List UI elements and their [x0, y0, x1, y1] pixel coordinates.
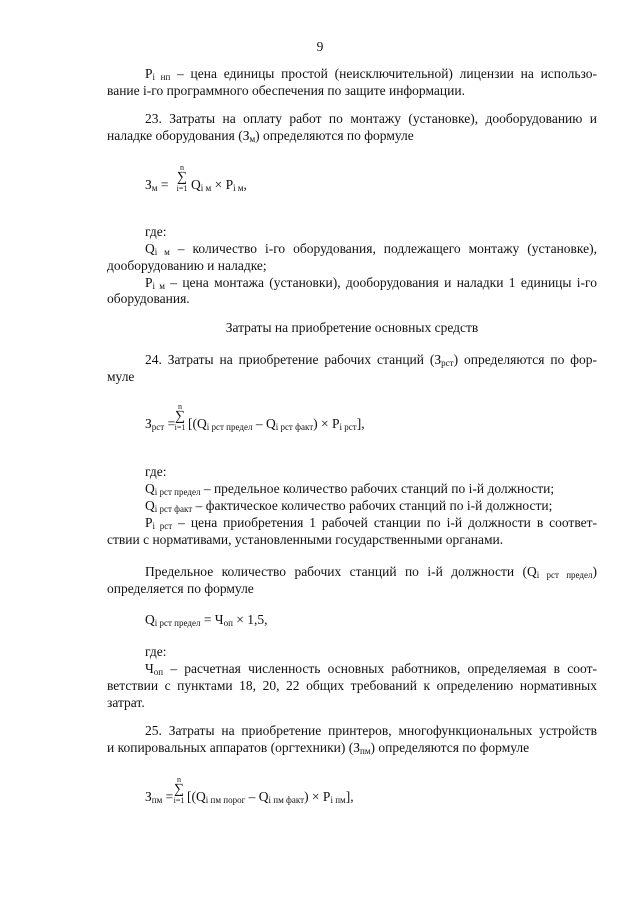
formula-lhs: $З_{пм}$ =: [145, 789, 174, 805]
page-number: 9: [316, 39, 324, 54]
where-label: где:: [145, 224, 167, 239]
text-line: $P_{i м}$ – цена монтажа (установки), дооборудования и наладки 1 единицы i-го: [145, 275, 597, 291]
formula-rhs: $Q_{i м} \times P_{i м}$,: [191, 177, 247, 193]
sum-sign: n ∑ i=1: [174, 402, 186, 432]
text-line: 23. Затраты на оплату работ по монтажу (установке), дооборудованию и: [145, 111, 597, 126]
formula-lhs: $З_{рст}$ =: [145, 416, 176, 432]
text-line: оборудования.: [107, 291, 190, 306]
where-label: где:: [145, 644, 167, 659]
text-line: $Q_{i м}$ – количество i-го оборудования, подлежащего монтажу (установке),: [145, 241, 597, 257]
text-line: наладке оборудования $(З_м)$ определяются по формуле: [107, 128, 414, 144]
formula-lhs: $З_м$ =: [145, 177, 169, 193]
text-line: 25. Затраты на приобретение принтеров, многофункциональных устройств: [145, 723, 597, 738]
text-line: дооборудованию и наладке;: [107, 258, 267, 273]
formula-rhs: $[(Q_{i рст предел} - Q_{i рст факт}) \times P_{i рст}]$,: [188, 416, 365, 432]
sum-sign: n ∑ i=1: [176, 163, 188, 193]
text-line: ветствии с пунктами 18, 20, 22 общих требований к определению нормативных: [107, 678, 597, 693]
sum-sign: n ∑ i=1: [173, 775, 185, 805]
text-line: ствии с нормативами, установленными государственными органами.: [107, 532, 504, 547]
text-line: муле: [107, 369, 135, 384]
text-line: $Q_{i рст факт}$ – фактическое количество рабочих станций по i-й должности;: [145, 498, 553, 514]
where-label: где:: [145, 464, 167, 479]
section-heading: Затраты на приобретение основных средств: [225, 320, 479, 335]
text-line: Предельное количество рабочих станций по i-й должности $(Q_{i рст предел})$: [145, 564, 597, 580]
formula-rhs: $[(Q_{i пм порог} - Q_{i пм факт}) \times P_{i пм}]$,: [187, 789, 354, 805]
text-line: определяется по формуле: [107, 581, 254, 596]
text-line: $Q_{i рст предел}$ – предельное количество рабочих станций по i-й должности;: [145, 481, 555, 497]
text-line: $P_{i нп}$ – цена единицы простой (неисключительной) лицензии на использо-: [145, 66, 597, 82]
formula: $Q_{i рст предел} = Ч_{оп} \times 1,5$,: [145, 612, 268, 628]
text-line: $Ч_{оп}$ – расчетная численность основных работников, определяемая в соот-: [145, 661, 597, 677]
text-line: и копировальных аппаратов (оргтехники) $(З_{пм})$ определяются по формуле: [107, 740, 530, 756]
text-line: вание i-го программного обеспечения по защите информации.: [107, 83, 465, 98]
text-line: затрат.: [107, 695, 145, 710]
text-line: 24. Затраты на приобретение рабочих станций $(З_{рст})$ определяются по фор-: [145, 352, 597, 368]
text-line: $P_{i рст}$ – цена приобретения 1 рабочей станции по i-й должности в соответ-: [145, 515, 598, 531]
